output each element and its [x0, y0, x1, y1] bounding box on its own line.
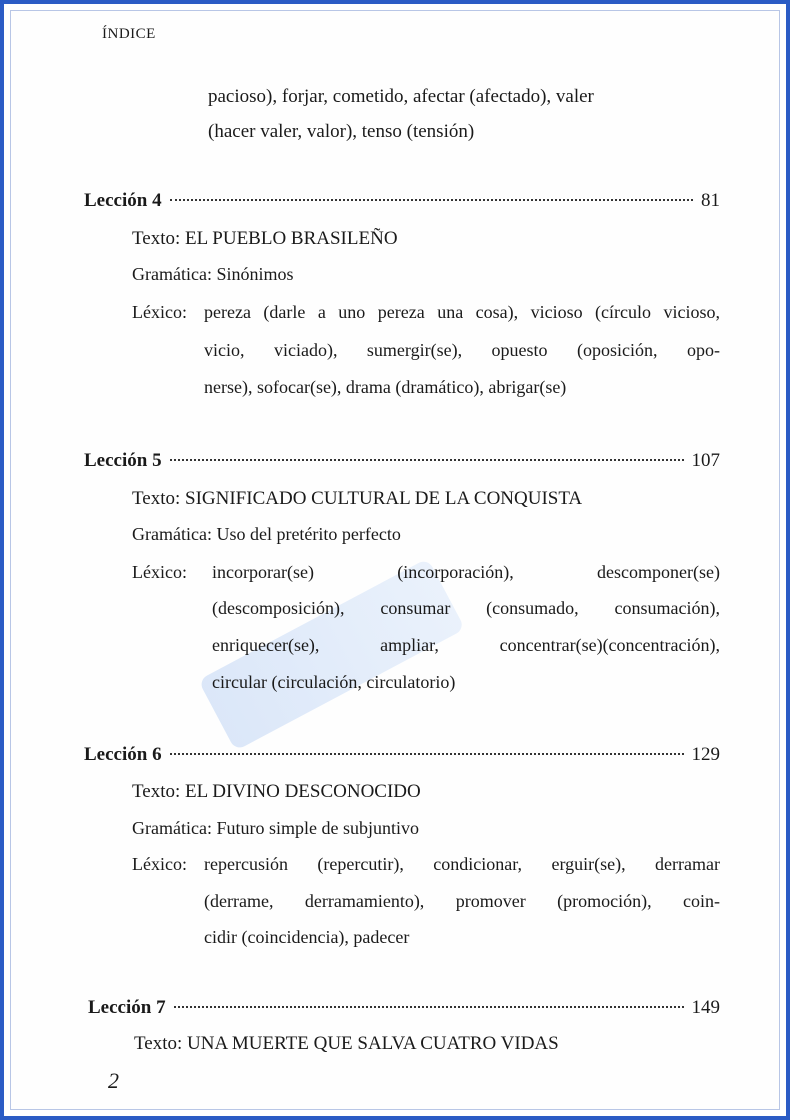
lesson-lexico-label: Léxico: — [132, 854, 187, 874]
dot-leader — [174, 1006, 684, 1008]
running-header: ÍNDICE — [102, 26, 156, 42]
lexico-line: cidir (coincidencia), padecer — [204, 927, 410, 947]
dot-leader — [170, 753, 684, 755]
lesson-gramatica: Gramática: Futuro simple de subjuntivo — [132, 818, 419, 838]
dot-leader — [170, 199, 693, 201]
toc-entry-leccion-5[interactable] — [84, 450, 720, 476]
page-number: 107 — [691, 450, 720, 471]
page-footer-number: 2 — [108, 1068, 119, 1093]
lexico-line: (descomposición), consumar (consumado, consumación), — [212, 598, 720, 618]
lexico-line: repercusión (repercutir), condicionar, erguir(se), derramar — [204, 854, 720, 874]
lesson-texto: Texto: UNA MUERTE QUE SALVA CUATRO VIDAS — [134, 1033, 559, 1054]
page-number: 81 — [701, 190, 720, 211]
toc-entry-leccion-7[interactable] — [88, 997, 720, 1023]
lesson-texto: Texto: EL DIVINO DESCONOCIDO — [132, 781, 421, 802]
lexico-line: enriquecer(se), ampliar, concentrar(se)(concentración), — [212, 635, 720, 655]
lesson-title: Lección 5 — [84, 450, 162, 471]
lexico-line: incorporar(se) (incorporación), descomponer(se) — [212, 562, 720, 582]
lesson-lexico-label: Léxico: — [132, 562, 187, 582]
page-number: 129 — [691, 744, 720, 765]
lesson-title: Lección 6 — [84, 744, 162, 765]
lesson-gramatica: Gramática: Uso del pretérito perfecto — [132, 524, 401, 544]
lexico-line: (derrame, derramamiento), promover (promoción), coin- — [204, 891, 720, 911]
lesson-texto: Texto: EL PUEBLO BRASILEÑO — [132, 228, 398, 249]
page-number: 149 — [691, 997, 720, 1018]
continuation-line-1: pacioso), forjar, cometido, afectar (afectado), valer — [208, 86, 594, 107]
lesson-texto: Texto: SIGNIFICADO CULTURAL DE LA CONQUISTA — [132, 488, 583, 509]
lesson-gramatica: Gramática: Sinónimos — [132, 264, 294, 284]
lexico-line: vicio, viciado), sumergir(se), opuesto (oposición, opo- — [204, 340, 720, 360]
lexico-line: nerse), sofocar(se), drama (dramático), abrigar(se) — [204, 377, 567, 397]
continuation-line-2: (hacer valer, valor), tenso (tensión) — [208, 121, 475, 142]
lesson-title: Lección 7 — [88, 997, 166, 1018]
lexico-line: circular (circulación, circulatorio) — [212, 672, 456, 692]
toc-entry-leccion-4[interactable] — [84, 190, 720, 216]
lexico-line: pereza (darle a uno pereza una cosa), vicioso (círculo vicioso, — [204, 302, 720, 322]
lesson-lexico-label: Léxico: — [132, 302, 187, 322]
lesson-title: Lección 4 — [84, 190, 162, 211]
toc-entry-leccion-6[interactable] — [84, 744, 720, 770]
dot-leader — [170, 459, 684, 461]
